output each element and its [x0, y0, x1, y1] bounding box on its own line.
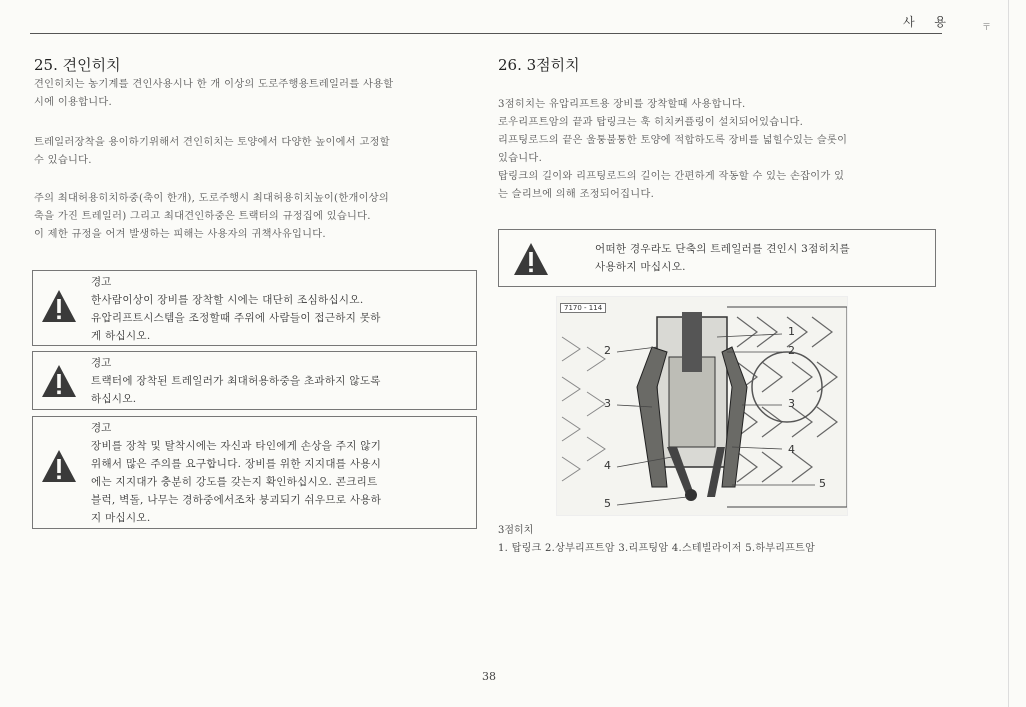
callout-3: 3 [788, 397, 795, 410]
text-line: 주의 최대허용히치하중(축이 한개), 도로주행시 최대허용히치높이(한개이상의 [34, 193, 390, 204]
section-tab: 사 용 [903, 15, 954, 29]
warning-text [91, 372, 381, 408]
section-title-towing-hitch: 25. 견인히치 [34, 56, 121, 74]
three-point-hitch-illustration [557, 297, 847, 515]
text-line: 견인히치는 농기계를 견인사용시나 한 개 이상의 도로주행용트레일러를 사용할 [34, 79, 394, 90]
text-line: 어떠한 경우라도 단축의 트레일러를 견인시 3점히치를 [595, 243, 850, 255]
warning-box [32, 270, 477, 346]
text-line: 는 슬리브에 의해 조정되어집니다. [498, 189, 655, 200]
warning-triangle-icon [41, 449, 77, 483]
paragraph-load-limits [34, 190, 389, 244]
figure-legend: 1. 탑링크 2.상부리프트암 3.리프팅암 4.스테빌라이저 5.하부리프트암 [498, 543, 816, 554]
warning-box [32, 416, 477, 529]
figure-code-label: 7170 - 114 [560, 303, 606, 313]
text-line: 이 제한 규정을 어겨 발생하는 피해는 사용자의 귀책사유입니다. [34, 229, 326, 240]
page-number: 38 [482, 670, 496, 683]
warning-text [91, 291, 381, 345]
text-line: 유압리프트시스템을 조정할때 주위에 사람들이 접근하지 못하 [91, 312, 381, 324]
text-line: 리프팅로드의 끝은 울퉁불퉁한 토양에 적합하도록 장비를 넓힐수있는 슬롯이 [498, 135, 848, 146]
three-point-hitch-figure [556, 296, 848, 516]
paragraph-towing-intro [34, 76, 393, 112]
corner-mark: 〒 [982, 23, 992, 33]
text-line: 트랙터에 장착된 트레일러가 최대허용하중을 초과하지 않도록 [91, 375, 381, 387]
figure-caption: 3점히치 [498, 525, 534, 536]
warning-text [91, 437, 381, 527]
text-line: 시에 이용합니다. [34, 97, 113, 108]
text-line: 지 마십시오. [91, 512, 151, 524]
warning-box [498, 229, 936, 287]
text-line: 장비를 장착 및 탈착시에는 자신과 타인에게 손상을 주지 않기 [91, 440, 382, 452]
text-line: 게 하십시오. [91, 330, 151, 342]
warning-triangle-icon [513, 242, 549, 276]
text-line: 3점히치는 유압리프트용 장비를 장착할때 사용합니다. [498, 99, 746, 110]
callout-4: 4 [788, 443, 795, 456]
warning-triangle-icon [41, 289, 77, 323]
text-line: 블럭, 벽돌, 나무는 경하중에서조차 붕괴되기 쉬우므로 사용하 [91, 494, 382, 506]
text-line: 로우리프트암의 끝과 탑링크는 훅 히치커플링이 설치되어있습니다. [498, 117, 804, 128]
callout-5: 5 [604, 497, 611, 510]
callout-2: 2 [788, 344, 795, 357]
paragraph-trailer-mounting [34, 134, 390, 170]
text-line: 있습니다. [498, 153, 543, 164]
text-line: 탑링크의 길이와 리프팅로드의 길이는 간편하게 작동할 수 있는 손잡이가 있 [498, 171, 845, 182]
warning-text [595, 240, 850, 276]
warning-box [32, 351, 477, 410]
text-line: 사용하지 마십시오. [595, 261, 686, 273]
callout-5: 5 [819, 477, 826, 490]
text-line: 트레일러장착을 용이하기위해서 견인히치는 토양에서 다양한 높이에서 고정할 [34, 137, 390, 148]
warning-heading: 경고 [91, 276, 112, 288]
text-line: 한사람이상이 장비를 장착할 시에는 대단히 조심하십시오. [91, 294, 364, 306]
text-line: 수 있습니다. [34, 155, 92, 166]
text-line: 에는 지지대가 충분히 강도를 갖는지 확인하십시오. 콘크리트 [91, 476, 378, 488]
callout-2: 2 [604, 344, 611, 357]
text-line: 축을 가진 트레일러) 그리고 최대견인하중은 트랙터의 규정집에 있습니다. [34, 211, 371, 222]
callout-3: 3 [604, 397, 611, 410]
section-title-three-point-hitch: 26. 3점히치 [498, 56, 580, 74]
text-line: 하십시오. [91, 393, 137, 405]
warning-heading: 경고 [91, 357, 112, 369]
text-line: 위해서 많은 주의를 요구합니다. 장비를 위한 지지대를 사용시 [91, 458, 382, 470]
callout-1: 1 [788, 325, 795, 338]
callout-4: 4 [604, 459, 611, 472]
warning-heading: 경고 [91, 422, 112, 434]
warning-triangle-icon [41, 364, 77, 398]
paragraph-three-point-hitch [498, 96, 847, 204]
page-edge [1008, 0, 1009, 707]
header-rule [30, 33, 942, 34]
